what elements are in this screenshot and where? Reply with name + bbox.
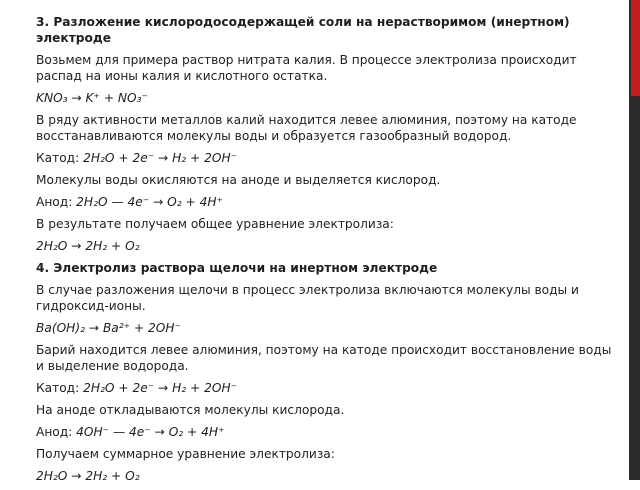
- section-3-intro: Возьмем для примера раствор нитрата калия. В процессе электролиза происходит распад на ионы калия и кислотного остатка.: [36, 53, 577, 83]
- section-3-dissociation-equation: KNO₃ → K⁺ + NO₃⁻: [36, 91, 148, 105]
- section-3-anode-note: Молекулы воды окисляются на аноде и выделяется кислород.: [36, 173, 441, 187]
- section-4-anode-line: [36, 424, 616, 440]
- anode-label: Анод:: [36, 195, 77, 209]
- cathode-equation: 2H₂O + 2e⁻ → H₂ + 2OH⁻: [83, 381, 238, 395]
- section-3-cathode-line: [36, 150, 616, 166]
- document-body: [36, 14, 616, 490]
- section-4-anode-note: На аноде откладываются молекулы кислорода.: [36, 403, 345, 417]
- section-4-cathode-line: [36, 380, 616, 396]
- section-3-total-equation: 2H₂O → 2H₂ + O₂: [36, 239, 140, 253]
- section-4-cathode-note: Барий находится левее алюминия, поэтому на катоде происходит восстановление воды и выделение водорода.: [36, 343, 612, 373]
- anode-label: Анод:: [36, 425, 77, 439]
- section-4-dissociation-equation: Ba(OH)₂ → Ba²⁺ + 2OH⁻: [36, 321, 181, 335]
- cathode-equation: 2H₂O + 2e⁻ → H₂ + 2OH⁻: [83, 151, 238, 165]
- section-4-title: 4. Электролиз раствора щелочи на инертном электроде: [36, 261, 438, 275]
- section-3-cathode-note: В ряду активности металлов калий находится левее алюминия, поэтому на катоде восстанавливаются молекулы воды и образуется газообразный водород.: [36, 113, 577, 143]
- section-3-result-note: В результате получаем общее уравнение электролиза:: [36, 217, 394, 231]
- section-3-title: 3. Разложение кислородосодержащей соли на нерастворимом (инертном) электроде: [36, 15, 570, 45]
- cathode-label: Катод:: [36, 381, 84, 395]
- section-4-total-equation: 2H₂O → 2H₂ + O₂: [36, 469, 140, 483]
- section-3-anode-line: [36, 194, 616, 210]
- anode-equation: 2H₂O — 4e⁻ → O₂ + 4H⁺: [76, 195, 223, 209]
- decorative-side-accent: [631, 0, 640, 96]
- section-4-intro: В случае разложения щелочи в процесс электролиза включаются молекулы воды и гидроксид-ионы.: [36, 283, 579, 313]
- section-4-result-note: Получаем суммарное уравнение электролиза:: [36, 447, 335, 461]
- anode-equation: 4OH⁻ — 4e⁻ → O₂ + 4H⁺: [76, 425, 225, 439]
- cathode-label: Катод:: [36, 151, 84, 165]
